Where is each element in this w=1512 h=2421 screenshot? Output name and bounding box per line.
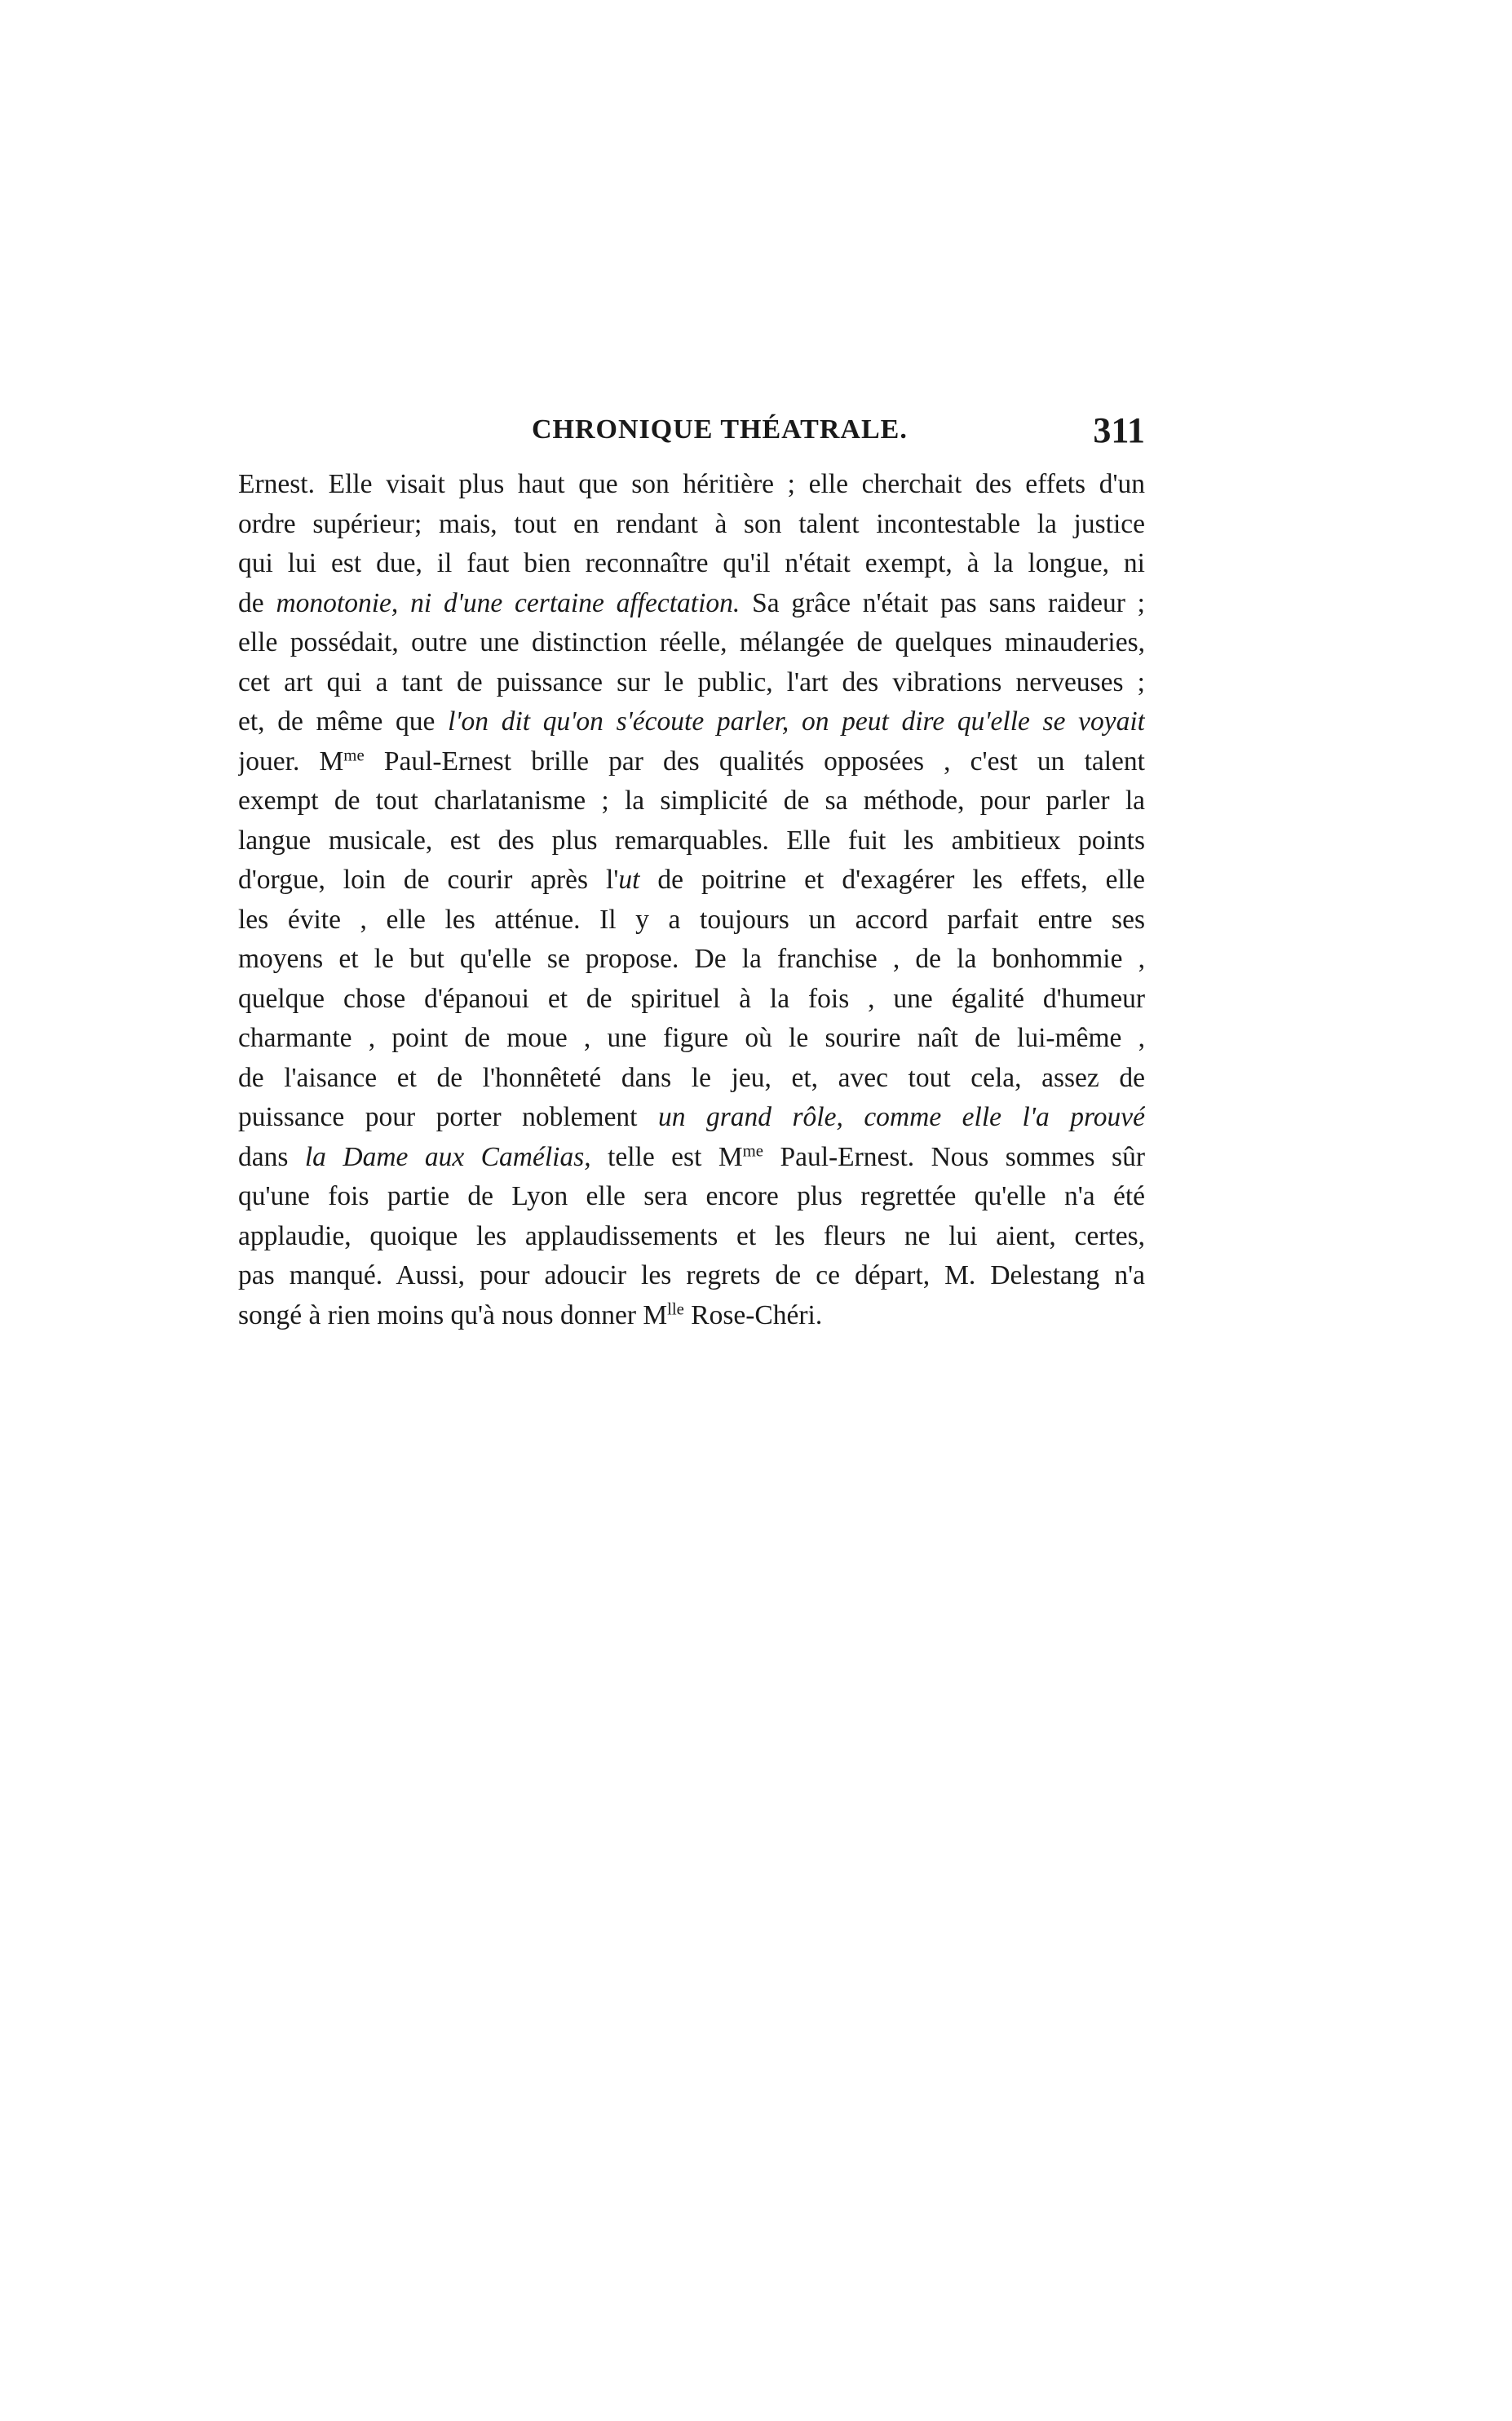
- text-run: langue musicale, est des plus remarquables. Elle fuit les ambitieux points: [238, 825, 1145, 856]
- page-number: 311: [1093, 410, 1145, 450]
- running-title: CHRONIQUE THÉATRALE.: [532, 414, 908, 445]
- page-header: [238, 410, 1145, 463]
- text-line: [238, 1217, 1145, 1257]
- text-line: [238, 940, 1145, 980]
- text-run: ordre supérieur; mais, tout en rendant à son talent incontestable la justice: [238, 508, 1145, 539]
- body-paragraph: [238, 465, 1145, 1335]
- italic-text: ut: [618, 865, 640, 895]
- italic-text: monotonie, ni d'une certaine affectation.: [276, 587, 741, 618]
- text-run: de: [238, 587, 276, 618]
- text-line: [238, 861, 1145, 901]
- text-run: elle possédait, outre une distinction réelle, mélangée de quelques minauderies,: [238, 627, 1145, 657]
- text-run: songé à rien moins qu'à nous donner M: [238, 1299, 668, 1330]
- text-line: [238, 821, 1145, 861]
- text-line: [238, 623, 1145, 663]
- text-line: [238, 742, 1145, 782]
- text-run: pas manqué. Aussi, pour adoucir les regrets de ce départ, M. Delestang n'a: [238, 1260, 1145, 1290]
- text-line: [238, 1138, 1145, 1178]
- text-line: [238, 702, 1145, 742]
- text-run: exempt de tout charlatanisme ; la simplicité de sa méthode, pour parler la: [238, 786, 1145, 816]
- superscript: lle: [667, 1299, 684, 1319]
- text-line: [238, 663, 1145, 703]
- text-run: de poitrine et d'exagérer les effets, elle: [639, 865, 1145, 895]
- italic-text: un grand rôle, comme elle l'a prouvé: [657, 1102, 1145, 1132]
- text-line: [238, 901, 1145, 941]
- text-run: les évite , elle les atténue. Il y a toujours un accord parfait entre ses: [238, 904, 1145, 935]
- text-line: [238, 465, 1145, 505]
- text-line: [238, 980, 1145, 1020]
- text-line: [238, 1256, 1145, 1296]
- superscript: me: [343, 746, 365, 765]
- text-run: Rose-Chéri.: [683, 1299, 823, 1330]
- text-run: et, de même que: [238, 706, 449, 737]
- text-run: moyens et le but qu'elle se propose. De la franchise , de la bonhommie ,: [238, 944, 1145, 974]
- text-run: quelque chose d'épanoui et de spirituel à la fois , une égalité d'humeur: [238, 983, 1145, 1014]
- text-run: charmante , point de moue , une figure où le sourire naît de lui-même ,: [238, 1023, 1145, 1053]
- text-run: d'orgue, loin de courir après l': [238, 865, 619, 895]
- text-run: applaudie, quoique les applaudissements et les fleurs ne lui aient, certes,: [238, 1220, 1145, 1251]
- text-line: [238, 544, 1145, 584]
- text-run: puissance pour porter noblement: [238, 1102, 658, 1132]
- text-run: cet art qui a tant de puissance sur le public, l'art des vibrations nerveuses ;: [238, 666, 1145, 697]
- text-run: de l'aisance et de l'honnêteté dans le jeu, et, avec tout cela, assez de: [238, 1062, 1145, 1093]
- text-line: [238, 584, 1145, 624]
- text-run: Paul-Ernest. Nous sommes sûr: [763, 1141, 1145, 1172]
- text-run: Ernest. Elle visait plus haut que son héritière ; elle cherchait des effets d'un: [238, 469, 1145, 499]
- text-line: [238, 1059, 1145, 1099]
- text-run: dans: [238, 1141, 305, 1172]
- text-run: Sa grâce n'était pas sans raideur ;: [740, 587, 1145, 618]
- italic-text: la Dame aux Camélias,: [304, 1141, 591, 1172]
- text-run: jouer. M: [238, 746, 344, 777]
- text-line: [238, 781, 1145, 821]
- superscript: me: [742, 1141, 764, 1161]
- italic-text: l'on dit qu'on s'écoute parler, on peut dire qu'elle se voyait: [448, 706, 1145, 737]
- text-run: Paul-Ernest brille par des qualités opposées , c'est un talent: [364, 746, 1145, 777]
- text-line: [238, 1019, 1145, 1059]
- text-line: [238, 1177, 1145, 1217]
- text-run: telle est M: [590, 1141, 743, 1172]
- text-line: [238, 505, 1145, 545]
- text-line: [238, 1098, 1145, 1138]
- text-run: qui lui est due, il faut bien reconnaître qu'il n'était exempt, à la longue, ni: [238, 548, 1145, 578]
- text-run: qu'une fois partie de Lyon elle sera encore plus regrettée qu'elle n'a été: [238, 1181, 1145, 1211]
- text-line: [238, 1296, 1145, 1336]
